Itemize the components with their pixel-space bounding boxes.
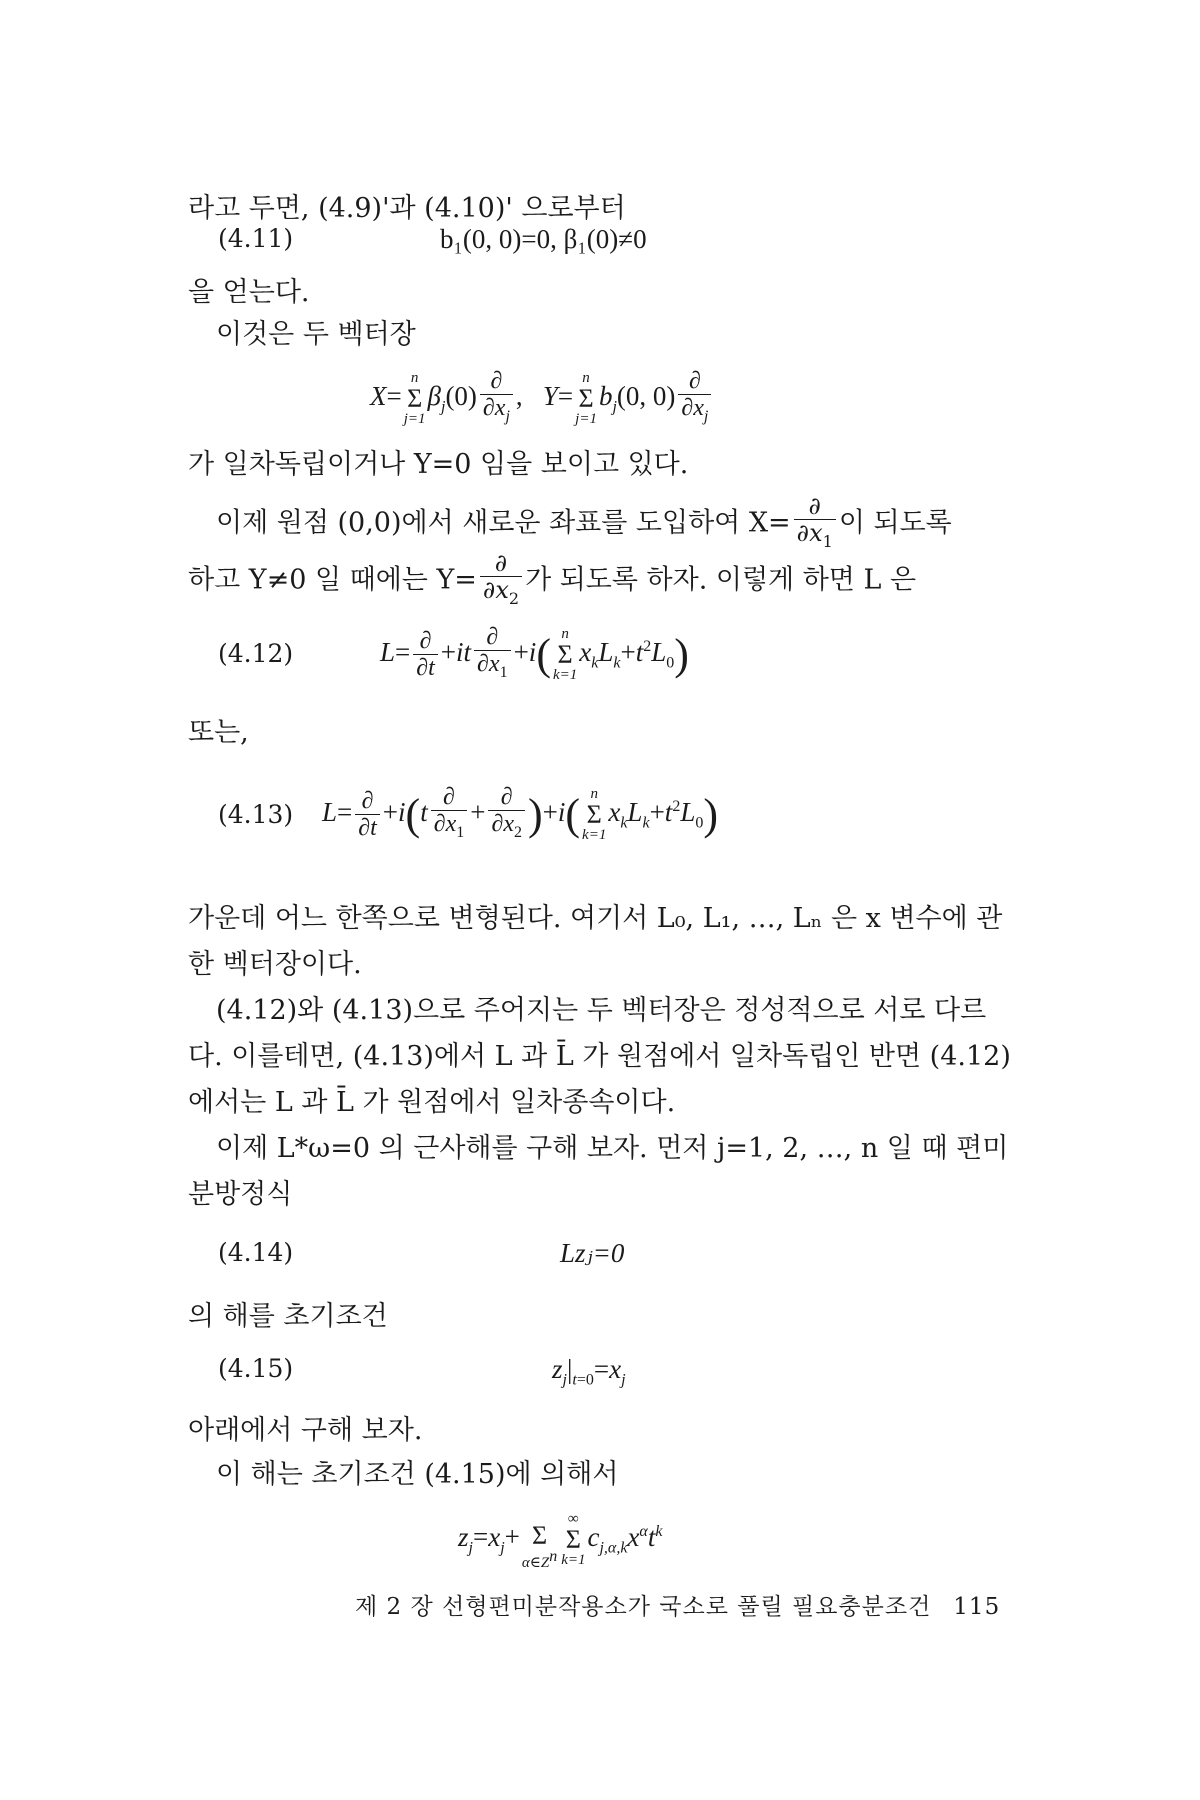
text-line: 이 해는 초기조건 (4.15)에 의해서 [216,1459,619,1490]
text-line: 또는, [188,717,249,748]
text-line: 가 일차독립이거나 Y=0 임을 보이고 있다. [188,449,689,480]
text-line: 이것은 두 벡터장 [216,319,416,350]
text-line: 의 해를 초기조건 [188,1301,388,1332]
text-segment: 이제 원점 (0,0)에서 새로운 좌표를 도입하여 X= [216,507,791,539]
equation-body: b₁(0, 0)=0, β₁(0)≠0 [440,224,647,254]
equation-4-13: L= $\frac{\partial}{\partial t}$ +i(t $\frac{\partial}{\partial x_1}$ + $\frac{\partial}{\partial x_2}$ )+i( n Σ k=1 $x_kL_k+t^2L_0$) [322,784,718,846]
text-line-with-fraction: 이제 원점 (0,0)에서 새로운 좌표를 도입하여 X= $\frac{\partial}{\partial x_1}$ 이 되도록 [216,493,1076,555]
text-line: 라고 두면, (4.9)'과 (4.10)' 으로부터 [188,193,626,224]
text-line: 가운데 어느 한쪽으로 변형된다. 여기서 L₀, L₁, …, Lₙ 은 x 변수에 관 [188,903,1003,934]
equation-4-11 [440,222,647,256]
text-line-with-fraction: 하고 Y≠0 일 때에는 Y= $\frac{\partial}{\partial x_2}$ 가 되도록 하자. 이렇게 하면 L 은 [188,550,1048,612]
equation-number: (4.13) [218,800,294,829]
page-footer [355,1592,1000,1622]
text-segment: 하고 Y≠0 일 때에는 Y= [188,564,477,596]
text-line: 한 벡터장이다. [188,949,362,980]
equation-number: (4.15) [218,1354,294,1383]
equation-body: Lzⱼ=0 [560,1238,625,1268]
text-line: (4.12)와 (4.13)으로 주어지는 두 벡터장은 정성적으로 서로 다르 [216,995,987,1026]
text-line: 을 얻는다. [188,277,310,308]
vector-fields-equation: X= n Σ j=1 $\beta_j(0)$ $\frac{\partial}{\partial x_j}$ , Y= n Σ j=1 $b_j(0$, 0) $\frac{\partial}{\partial x_j}$ [370,368,714,430]
text-line: 아래에서 구해 보자. [188,1415,423,1446]
solution-series-equation: $z_j=x_j+$ Σ $\alpha\in Z^n$ ∞ Σ k=1 $c_{j,\alpha,k}x^\alpha t^k$ [458,1510,663,1571]
equation-number: (4.11) [218,224,294,253]
equation-4-15: $z_j|_{t=0}=x_j$ [552,1354,626,1389]
chapter-title: 제 2 장 선형편미분작용소가 국소로 풀릴 필요충분조건 [355,1594,932,1620]
text-line: 다. 이를테면, (4.13)에서 L 과 L̄ 가 원점에서 일차독립인 반면 (4.12) [188,1041,1011,1072]
equation-number: (4.14) [218,1238,294,1267]
page-number: 115 [953,1594,1001,1620]
text-line: 분방정식 [188,1179,293,1210]
text-segment: 이 되도록 [838,507,952,539]
text-line: 에서는 L 과 L̄ 가 원점에서 일차종속이다. [188,1087,676,1118]
equation-4-14 [560,1236,624,1270]
equation-4-12: L= $\frac{\partial}{\partial t}$ +it $\frac{\partial}{\partial x_1}$ +i( n Σ k=1 $x_kL_k+t^2L_0$) [380,624,689,686]
equation-number: (4.12) [218,639,294,668]
text-line: 이제 L*ω=0 의 근사해를 구해 보자. 먼저 j=1, 2, …, n 일 때 편미 [216,1133,1009,1164]
text-segment: 가 되도록 하자. 이렇게 하면 L 은 [525,564,917,596]
